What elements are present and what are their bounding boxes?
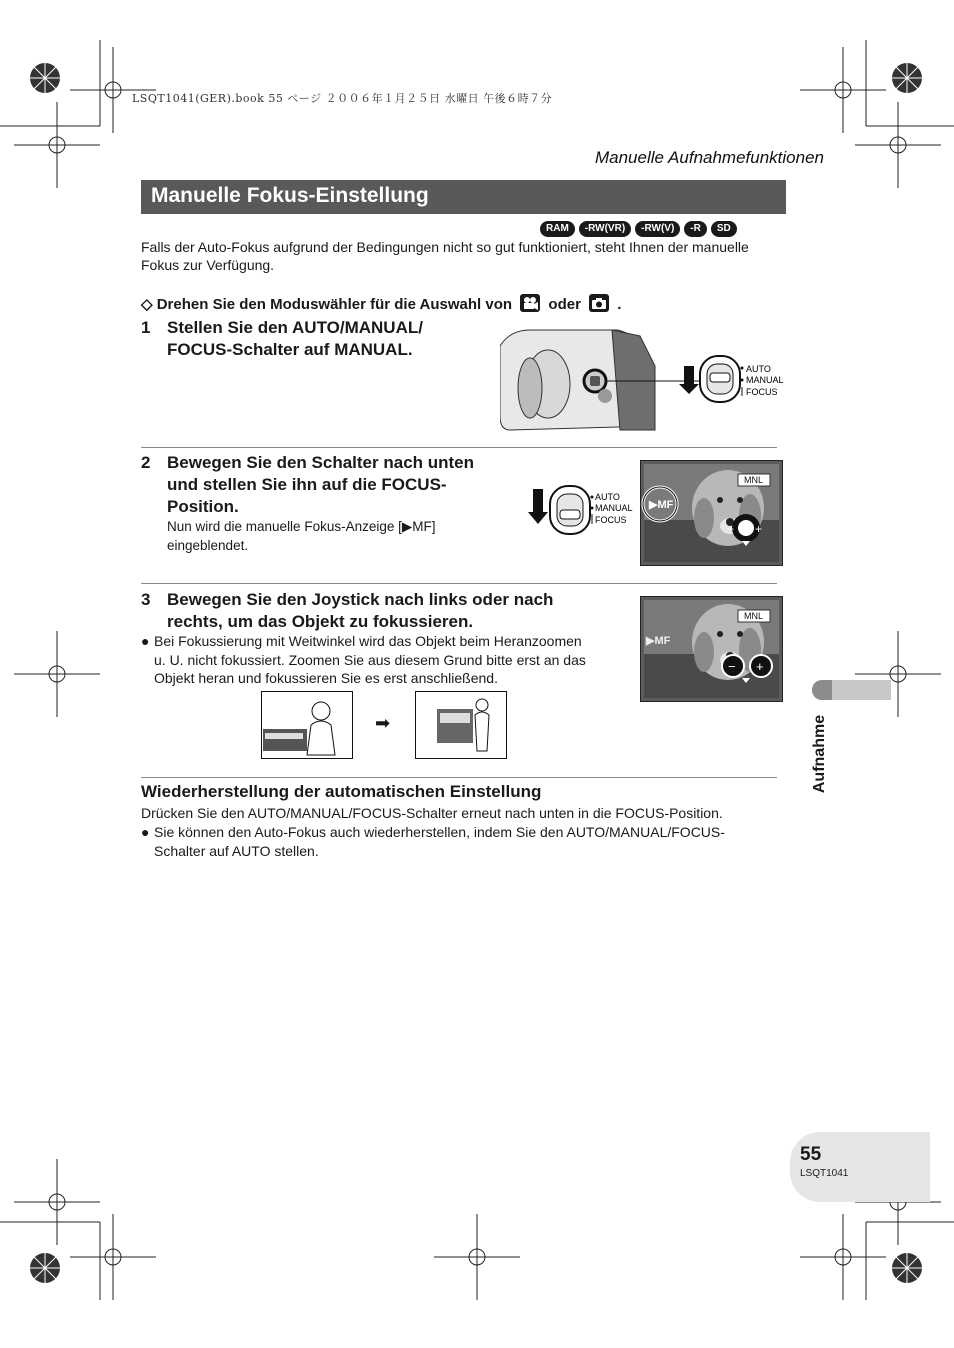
minus-sign: −: [728, 659, 736, 674]
step-3-bullet-line2: u. U. nicht fokussiert. Zoomen Sie aus diesem Grund bitte erst an das: [154, 651, 586, 668]
step-3-line1: Bewegen Sie den Joystick nach links oder nach: [167, 590, 554, 609]
step-2-text: [167, 452, 517, 518]
step-1-line1: Stellen Sie den AUTO/MANUAL/: [167, 318, 423, 337]
badge-sd: SD: [711, 221, 737, 237]
chapter-tab-marker: [812, 680, 832, 700]
step-1-line2: FOCUS-Schalter auf MANUAL.: [167, 340, 413, 359]
step-1-text: [167, 317, 497, 361]
switch-label-focus: FOCUS: [595, 515, 627, 525]
mf-indicator: ▶MF: [646, 635, 671, 647]
badge-ram: RAM: [540, 221, 575, 237]
switch-label-manual: MANUAL: [595, 503, 633, 513]
switch-label-auto: AUTO: [595, 492, 620, 502]
step-2-note: [167, 517, 497, 555]
still-camera-icon: [589, 294, 609, 316]
badge-r: -R: [684, 221, 707, 237]
step-2-line3: Position.: [167, 497, 239, 516]
prep-text-before: Drehen Sie den Moduswähler für die Auswahl von: [156, 296, 513, 313]
step-3-bullet-text: [154, 632, 624, 688]
page-number: 55: [800, 1144, 822, 1165]
step-2-line2: und stellen Sie ihn auf die FOCUS-: [167, 475, 447, 494]
camcorder-illustration: [500, 326, 790, 434]
crosshair-mark: [800, 1214, 886, 1300]
restore-bullet-line2: Schalter auf AUTO stellen.: [154, 842, 319, 859]
step-3-number: 3: [141, 590, 151, 609]
step-2-number: 2: [141, 453, 151, 472]
divider: [141, 777, 777, 778]
divider: [141, 447, 777, 448]
mnl-label: MNL: [744, 611, 764, 621]
title-bar: [141, 180, 786, 214]
crosshair-mark: [14, 631, 100, 717]
lcd-screen-step-2: [640, 460, 783, 566]
wide-angle-illustration: [261, 691, 353, 759]
diamond-icon: ◇: [141, 296, 153, 313]
page-title: Manuelle Fokus-Einstellung: [151, 184, 429, 207]
minus-sign: −: [727, 522, 735, 536]
crosshair-mark: [800, 47, 886, 133]
page-number-tab: [790, 1132, 930, 1202]
switch-label-focus: FOCUS: [746, 387, 778, 397]
restore-bullet-icon: ●: [141, 824, 150, 840]
step-3-bullet-line3: Objekt heran und fokussieren Sie es erst anschließend.: [154, 670, 498, 686]
plus-sign: +: [756, 659, 764, 674]
step-1-number: 1: [141, 318, 151, 337]
disc-badges: [540, 221, 737, 237]
badge-rw-vr: -RW(VR): [579, 221, 631, 237]
switch-label-auto: AUTO: [746, 364, 771, 374]
step-2-line1: Bewegen Sie den Schalter nach unten: [167, 453, 475, 472]
step-2-note-line2: eingeblendet.: [167, 538, 249, 553]
mf-indicator: ▶MF: [649, 499, 674, 511]
plus-sign: +: [755, 522, 763, 536]
arrow-right-icon: ➡: [375, 713, 391, 733]
crosshair-mark: [855, 631, 941, 717]
step-3-bullet-icon: ●: [141, 633, 150, 649]
crosshair-mark: [434, 1214, 520, 1300]
page-code: LSQT1041: [800, 1168, 849, 1179]
mnl-label: MNL: [744, 475, 764, 485]
chapter-label: Aufnahme: [811, 714, 828, 794]
switch-focus-illustration: [528, 484, 638, 536]
switch-label-manual: MANUAL: [746, 375, 784, 385]
divider: [141, 583, 777, 584]
step-3-bullet-line1: Bei Fokussierung mit Weitwinkel wird das Objekt beim Heranzoomen: [154, 633, 582, 649]
restore-heading: Wiederherstellung der automatischen Einstellung: [141, 782, 542, 801]
prep-instruction: [141, 294, 681, 316]
step-3-line2: rechts, um das Objekt zu fokussieren.: [167, 612, 474, 631]
section-header: Manuelle Aufnahmefunktionen: [594, 148, 824, 167]
crosshair-mark: [14, 102, 100, 188]
badge-rw-v: -RW(V): [635, 221, 680, 237]
prep-text-middle: oder: [548, 296, 581, 313]
print-header: LSQT1041(GER).book 55 ページ ２００６年１月２５日 水曜日 午後６時７分: [132, 92, 553, 105]
step-3-text: [167, 589, 627, 633]
step-2-note-line1: Nun wird die manuelle Fokus-Anzeige [▶MF]: [167, 519, 436, 534]
lcd-screen-step-3: [640, 596, 783, 702]
crosshair-mark: [855, 102, 941, 188]
restore-bullet-line1: Sie können den Auto-Fokus auch wiederherstellen, indem Sie den AUTO/MANUAL/FOCUS-: [154, 824, 725, 840]
tele-illustration: [415, 691, 507, 759]
crosshair-mark: [14, 1159, 100, 1245]
crosshair-mark: [70, 1214, 156, 1300]
restore-text: Drücken Sie den AUTO/MANUAL/FOCUS-Schalter erneut nach unten in die FOCUS-Position.: [141, 805, 723, 821]
movie-camera-icon: [520, 294, 540, 316]
intro-text: Falls der Auto-Fokus aufgrund der Bedingungen nicht so gut funktioniert, steht Ihnen der manuelle Fokus zur Verfügung.: [141, 239, 749, 273]
prep-text-after: .: [617, 296, 622, 313]
restore-bullet-text: [154, 823, 794, 860]
